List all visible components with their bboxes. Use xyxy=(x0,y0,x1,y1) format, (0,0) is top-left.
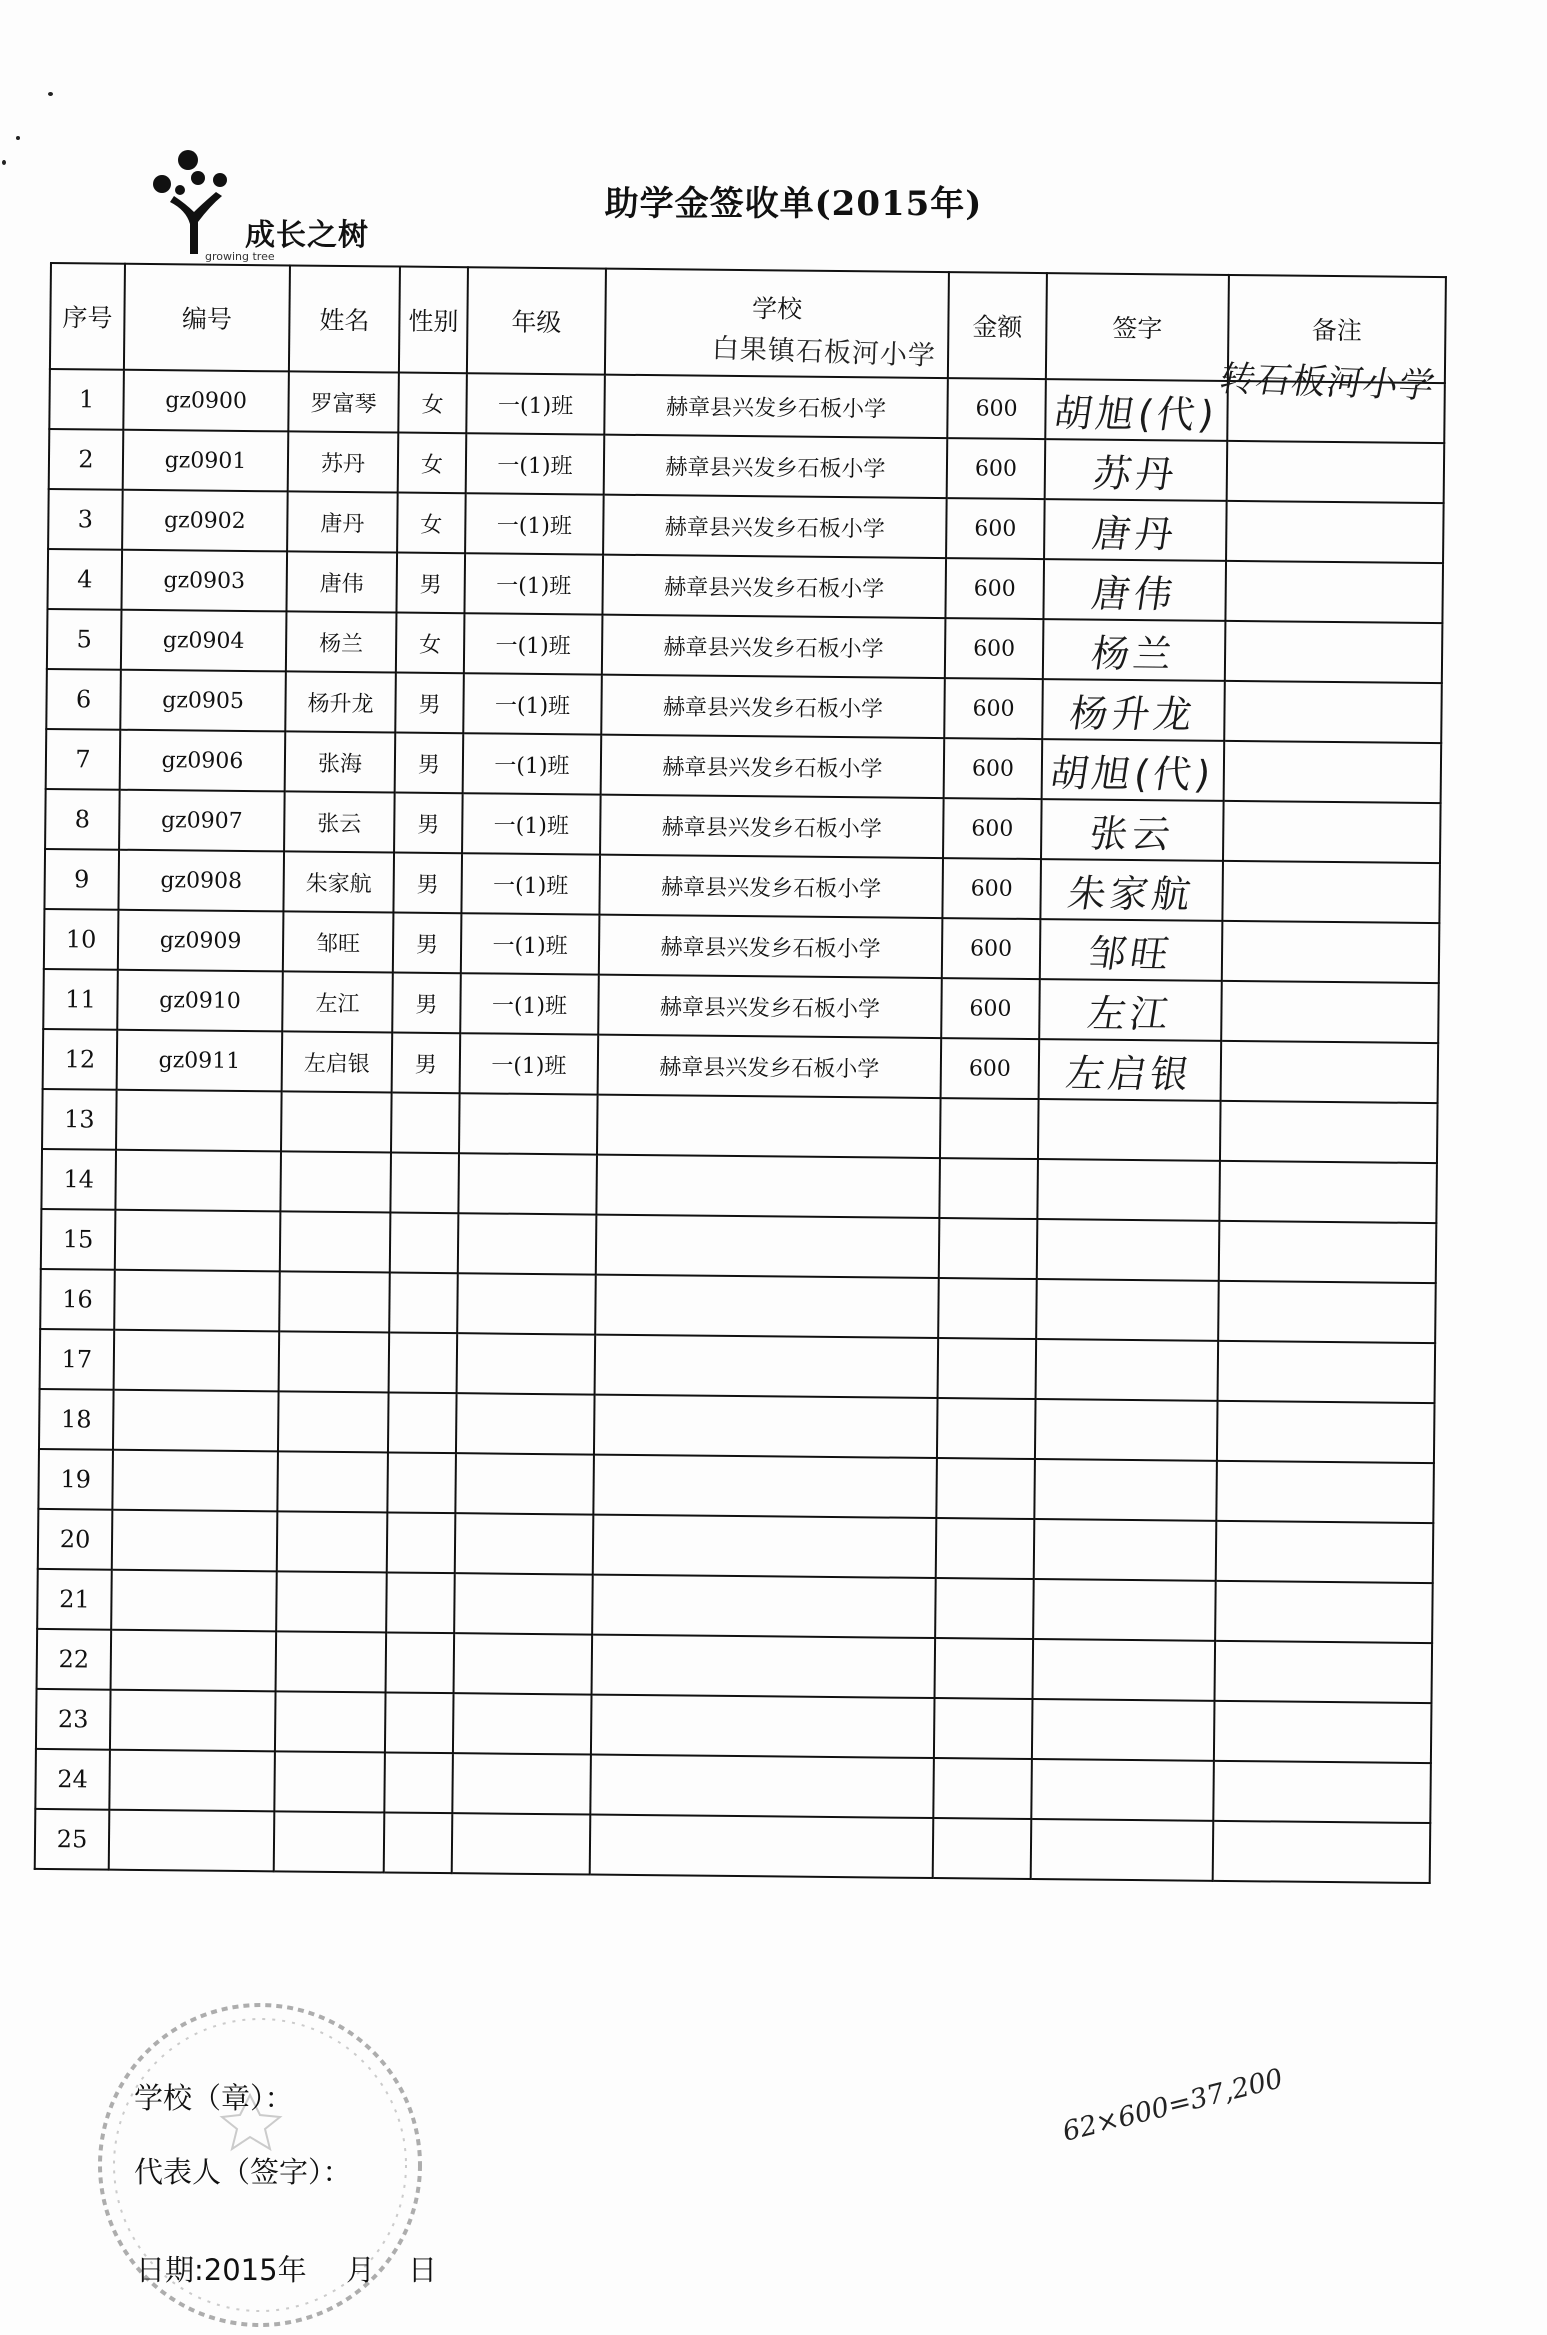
cell-grade xyxy=(453,1693,592,1754)
cell-name xyxy=(280,1151,391,1212)
cell-signature xyxy=(1037,1219,1220,1281)
header-signature: 签字 xyxy=(1046,273,1229,381)
cell-remark xyxy=(1218,1281,1436,1343)
cell-remark xyxy=(1220,1101,1438,1163)
cell-remark xyxy=(1226,501,1444,563)
cell-id: gz0904 xyxy=(121,610,287,672)
cell-school xyxy=(590,1755,934,1818)
cell-grade: 一(1)班 xyxy=(466,433,605,494)
cell-remark xyxy=(1213,1761,1431,1823)
cell-signature xyxy=(1042,739,1225,801)
cell-signature xyxy=(1041,799,1224,861)
cell-grade: 一(1)班 xyxy=(463,733,602,794)
cell-grade xyxy=(455,1453,594,1514)
footer-representative-label: 代表人（签字）： xyxy=(134,2155,352,2189)
cell-name: 朱家航 xyxy=(283,851,394,912)
cell-remark xyxy=(1221,981,1439,1043)
cell-name: 罗富琴 xyxy=(288,371,399,432)
cell-signature xyxy=(1042,679,1225,741)
cell-school: 赫章县兴发乡石板小学 xyxy=(602,555,946,618)
header-grade: 年级 xyxy=(467,267,606,374)
cell-school: 赫章县兴发乡石板小学 xyxy=(601,675,945,738)
cell-remark xyxy=(1216,1461,1434,1523)
cell-seq: 24 xyxy=(35,1749,110,1810)
cell-seq: 21 xyxy=(37,1569,112,1630)
handwritten-signature: 张云 xyxy=(1086,811,1178,856)
cell-gender: 男 xyxy=(394,793,463,854)
receipt-table xyxy=(34,262,1447,1884)
cell-grade: 一(1)班 xyxy=(464,553,603,614)
cell-amount: 600 xyxy=(944,738,1043,799)
cell-school: 赫章县兴发乡石板小学 xyxy=(599,855,943,918)
cell-grade: 一(1)班 xyxy=(460,973,599,1034)
handwritten-signature: 左江 xyxy=(1084,991,1176,1036)
cell-seq: 7 xyxy=(46,729,121,790)
cell-signature xyxy=(1043,559,1226,621)
cell-name xyxy=(278,1391,389,1452)
handwritten-calculation: 62×600=37,200 xyxy=(1059,2063,1287,2148)
cell-signature xyxy=(1033,1639,1216,1701)
cell-gender: 女 xyxy=(398,433,467,494)
cell-grade: 一(1)班 xyxy=(460,1033,599,1094)
cell-amount xyxy=(940,1098,1039,1159)
cell-seq: 22 xyxy=(37,1629,112,1690)
cell-signature xyxy=(1031,1819,1214,1881)
cell-seq: 17 xyxy=(40,1329,115,1390)
scan-speck xyxy=(2,160,6,165)
header-id: 编号 xyxy=(124,264,290,372)
cell-signature xyxy=(1044,499,1227,561)
cell-remark xyxy=(1224,681,1442,743)
cell-seq: 8 xyxy=(45,789,120,850)
cell-gender xyxy=(386,1572,455,1633)
cell-gender: 女 xyxy=(396,613,465,674)
cell-grade xyxy=(459,1093,598,1154)
cell-name: 邹旺 xyxy=(283,911,394,972)
cell-amount xyxy=(936,1458,1035,1519)
cell-gender xyxy=(384,1812,453,1873)
cell-amount: 600 xyxy=(945,618,1044,679)
cell-signature xyxy=(1040,919,1223,981)
cell-gender: 男 xyxy=(393,853,462,914)
cell-id: gz0910 xyxy=(117,970,283,1032)
cell-seq: 23 xyxy=(36,1689,111,1750)
cell-id xyxy=(109,1750,275,1812)
cell-grade: 一(1)班 xyxy=(461,913,600,974)
cell-signature xyxy=(1045,379,1228,441)
cell-grade: 一(1)班 xyxy=(465,493,604,554)
cell-id xyxy=(114,1270,280,1332)
handwritten-signature: 苏丹 xyxy=(1090,451,1181,496)
cell-id: gz0911 xyxy=(117,1030,283,1092)
cell-signature xyxy=(1031,1759,1214,1821)
cell-gender xyxy=(387,1452,456,1513)
scan-speck xyxy=(16,136,20,140)
cell-school xyxy=(590,1815,934,1878)
cell-remark xyxy=(1223,801,1441,863)
page-title: 助学金签收单(2015年) xyxy=(604,184,983,224)
cell-id xyxy=(116,1090,282,1152)
cell-grade xyxy=(456,1393,595,1454)
cell-seq: 15 xyxy=(41,1209,116,1270)
cell-remark xyxy=(1225,561,1443,623)
cell-gender: 男 xyxy=(395,673,464,734)
cell-seq: 10 xyxy=(44,909,119,970)
cell-amount xyxy=(938,1278,1037,1339)
cell-amount xyxy=(939,1218,1038,1279)
table-body xyxy=(35,369,1445,1883)
cell-name: 唐丹 xyxy=(287,491,398,552)
cell-grade xyxy=(457,1333,596,1394)
cell-seq: 5 xyxy=(47,609,122,670)
cell-seq: 12 xyxy=(43,1029,118,1090)
cell-seq: 3 xyxy=(48,489,123,550)
cell-gender: 男 xyxy=(392,1033,461,1094)
cell-grade: 一(1)班 xyxy=(461,853,600,914)
cell-gender xyxy=(389,1332,458,1393)
cell-school: 赫章县兴发乡石板小学 xyxy=(604,435,948,498)
cell-seq: 6 xyxy=(46,669,121,730)
cell-id xyxy=(109,1810,275,1872)
cell-seq: 19 xyxy=(38,1449,113,1510)
cell-name xyxy=(280,1211,391,1272)
table-row xyxy=(35,1809,1431,1883)
cell-id: gz0909 xyxy=(118,910,284,972)
cell-gender: 男 xyxy=(393,913,462,974)
cell-school xyxy=(593,1515,937,1578)
cell-amount: 600 xyxy=(943,798,1042,859)
cell-name: 杨升龙 xyxy=(285,671,396,732)
cell-grade xyxy=(455,1513,594,1574)
cell-id xyxy=(114,1330,280,1392)
cell-school xyxy=(596,1215,940,1278)
cell-id: gz0907 xyxy=(119,790,285,852)
cell-name xyxy=(276,1571,387,1632)
handwritten-signature: 胡旭(代) xyxy=(1047,750,1218,797)
cell-remark xyxy=(1224,741,1442,803)
cell-school xyxy=(597,1095,941,1158)
cell-remark xyxy=(1218,1341,1436,1403)
cell-school xyxy=(595,1275,939,1338)
cell-amount: 600 xyxy=(942,858,1041,919)
cell-id xyxy=(112,1510,278,1572)
cell-amount: 600 xyxy=(942,918,1041,979)
cell-amount: 600 xyxy=(947,438,1046,499)
cell-gender xyxy=(388,1392,457,1453)
cell-school: 赫章县兴发乡石板小学 xyxy=(599,915,943,978)
cell-grade xyxy=(452,1813,591,1874)
cell-remark xyxy=(1221,1041,1439,1103)
cell-grade xyxy=(452,1753,591,1814)
cell-grade: 一(1)班 xyxy=(464,613,603,674)
cell-name xyxy=(277,1451,388,1512)
footer-date-label: 日期:2015年 xyxy=(136,2253,307,2287)
cell-signature xyxy=(1036,1339,1219,1401)
cell-amount xyxy=(936,1518,1035,1579)
cell-amount xyxy=(933,1818,1032,1879)
cell-gender: 男 xyxy=(396,553,465,614)
logo-subtitle: growing tree xyxy=(205,250,275,263)
cell-signature xyxy=(1039,1039,1222,1101)
cell-grade xyxy=(458,1213,597,1274)
cell-signature xyxy=(1039,979,1222,1041)
cell-id: gz0900 xyxy=(123,370,289,432)
handwritten-signature: 杨兰 xyxy=(1088,631,1179,676)
handwritten-signature: 邹旺 xyxy=(1085,931,1176,976)
cell-grade: 一(1)班 xyxy=(463,673,602,734)
cell-remark xyxy=(1214,1641,1432,1703)
cell-amount: 600 xyxy=(946,498,1045,559)
cell-signature xyxy=(1033,1579,1216,1641)
handwritten-signature: 胡旭(代) xyxy=(1050,390,1222,437)
handwritten-signature: 唐伟 xyxy=(1088,571,1180,616)
cell-id xyxy=(111,1570,277,1632)
cell-remark xyxy=(1213,1821,1431,1883)
cell-amount: 600 xyxy=(947,378,1046,439)
cell-id xyxy=(110,1690,276,1752)
cell-school xyxy=(595,1335,939,1398)
cell-remark xyxy=(1219,1221,1437,1283)
cell-id: gz0902 xyxy=(122,490,288,552)
cell-id: gz0901 xyxy=(123,430,289,492)
cell-gender: 男 xyxy=(392,973,461,1034)
footer-day-label: 日 xyxy=(408,2253,438,2287)
handwritten-remark: 转石板河小学 xyxy=(1215,359,1439,407)
cell-signature xyxy=(1040,859,1223,921)
cell-school: 赫章县兴发乡石板小学 xyxy=(600,795,944,858)
header-amount: 金额 xyxy=(948,272,1047,379)
cell-school: 赫章县兴发乡石板小学 xyxy=(601,735,945,798)
cell-school: 赫章县兴发乡石板小学 xyxy=(602,615,946,678)
cell-id: gz0905 xyxy=(120,670,286,732)
cell-gender: 女 xyxy=(398,373,467,434)
header-remark: 备注 xyxy=(1228,275,1446,383)
cell-seq: 11 xyxy=(43,969,118,1030)
cell-school: 赫章县兴发乡石板小学 xyxy=(604,375,948,438)
scan-speck xyxy=(48,92,53,96)
cell-gender xyxy=(386,1632,455,1693)
cell-amount xyxy=(935,1638,1034,1699)
cell-signature xyxy=(1034,1459,1217,1521)
cell-signature xyxy=(1034,1519,1217,1581)
cell-id xyxy=(112,1450,278,1512)
cell-id xyxy=(111,1630,277,1692)
cell-remark xyxy=(1214,1701,1432,1763)
cell-id: gz0906 xyxy=(120,730,286,792)
cell-school xyxy=(592,1575,936,1638)
cell-amount xyxy=(933,1758,1032,1819)
cell-name: 左江 xyxy=(282,971,393,1032)
cell-remark xyxy=(1217,1401,1435,1463)
cell-seq: 20 xyxy=(38,1509,113,1570)
cell-name xyxy=(275,1691,386,1752)
cell-remark xyxy=(1215,1581,1433,1643)
logo-text: 成长之树 xyxy=(245,218,369,253)
cell-seq: 4 xyxy=(47,549,122,610)
cell-school xyxy=(596,1155,940,1218)
cell-grade xyxy=(454,1573,593,1634)
cell-name: 苏丹 xyxy=(288,431,399,492)
handwritten-signature: 杨升龙 xyxy=(1066,690,1200,737)
cell-seq: 16 xyxy=(40,1269,115,1330)
cell-seq: 18 xyxy=(39,1389,114,1450)
cell-seq: 25 xyxy=(35,1809,110,1870)
cell-school: 赫章县兴发乡石板小学 xyxy=(598,975,942,1038)
cell-amount xyxy=(934,1698,1033,1759)
cell-remark xyxy=(1222,861,1440,923)
cell-gender xyxy=(390,1152,459,1213)
cell-amount: 600 xyxy=(945,558,1044,619)
header-gender: 性别 xyxy=(399,267,468,374)
header-school: 学校 xyxy=(605,269,949,378)
cell-school: 赫章县兴发乡石板小学 xyxy=(598,1035,942,1098)
cell-remark xyxy=(1219,1161,1437,1223)
cell-name: 左启银 xyxy=(282,1031,393,1092)
cell-grade xyxy=(454,1633,593,1694)
cell-gender xyxy=(391,1093,460,1154)
cell-gender xyxy=(390,1212,459,1273)
cell-name: 唐伟 xyxy=(286,551,397,612)
cell-seq: 2 xyxy=(49,429,124,490)
cell-amount xyxy=(938,1338,1037,1399)
cell-grade: 一(1)班 xyxy=(466,373,605,434)
cell-seq: 1 xyxy=(49,369,124,430)
cell-amount xyxy=(937,1398,1036,1459)
handwritten-signature: 朱家航 xyxy=(1064,870,1198,917)
cell-id: gz0903 xyxy=(121,550,287,612)
cell-name xyxy=(276,1631,387,1692)
cell-seq: 9 xyxy=(44,849,119,910)
cell-id: gz0908 xyxy=(118,850,284,912)
cell-name xyxy=(281,1091,392,1152)
cell-gender xyxy=(385,1692,454,1753)
cell-signature xyxy=(1037,1159,1220,1221)
cell-id xyxy=(115,1210,281,1272)
cell-school xyxy=(594,1395,938,1458)
cell-remark xyxy=(1225,621,1443,683)
cell-name xyxy=(279,1331,390,1392)
cell-amount: 600 xyxy=(944,678,1043,739)
cell-amount: 600 xyxy=(941,978,1040,1039)
cell-name: 张海 xyxy=(285,731,396,792)
cell-seq: 14 xyxy=(41,1149,116,1210)
cell-gender: 男 xyxy=(395,733,464,794)
cell-name: 张云 xyxy=(284,791,395,852)
cell-name xyxy=(274,1811,385,1872)
footer-month-label: 月 xyxy=(346,2253,376,2287)
cell-name: 杨兰 xyxy=(286,611,397,672)
cell-id xyxy=(115,1150,281,1212)
cell-signature xyxy=(1035,1399,1218,1461)
handwritten-signature: 左启银 xyxy=(1063,1050,1196,1097)
cell-seq: 13 xyxy=(42,1089,117,1150)
cell-remark xyxy=(1216,1521,1434,1583)
cell-grade: 一(1)班 xyxy=(462,793,601,854)
footer-school-label: 学校（章）： xyxy=(134,2081,294,2115)
cell-gender: 女 xyxy=(397,493,466,554)
handwritten-school-correction: 白果镇石板河小学 xyxy=(711,333,937,372)
cell-school xyxy=(591,1695,935,1758)
cell-remark xyxy=(1222,921,1440,983)
cell-name xyxy=(274,1751,385,1812)
cell-remark xyxy=(1227,441,1445,503)
cell-grade xyxy=(457,1273,596,1334)
cell-signature xyxy=(1043,619,1226,681)
cell-amount xyxy=(935,1578,1034,1639)
cell-amount xyxy=(939,1158,1038,1219)
cell-grade xyxy=(458,1153,597,1214)
cell-gender xyxy=(387,1512,456,1573)
handwritten-signature: 唐丹 xyxy=(1089,511,1181,556)
cell-name xyxy=(279,1271,390,1332)
cell-school xyxy=(593,1455,937,1518)
cell-amount: 600 xyxy=(941,1038,1040,1099)
cell-name xyxy=(277,1511,388,1572)
cell-gender xyxy=(384,1752,453,1813)
header-seq: 序号 xyxy=(50,263,125,370)
header-name: 姓名 xyxy=(289,265,400,372)
cell-school xyxy=(592,1635,936,1698)
receipt-table-container xyxy=(34,262,1445,1884)
cell-signature xyxy=(1036,1279,1219,1341)
cell-school: 赫章县兴发乡石板小学 xyxy=(603,495,947,558)
cell-signature xyxy=(1032,1699,1215,1761)
cell-id xyxy=(113,1390,279,1452)
cell-signature xyxy=(1045,439,1228,501)
cell-signature xyxy=(1038,1099,1221,1161)
cell-gender xyxy=(389,1272,458,1333)
